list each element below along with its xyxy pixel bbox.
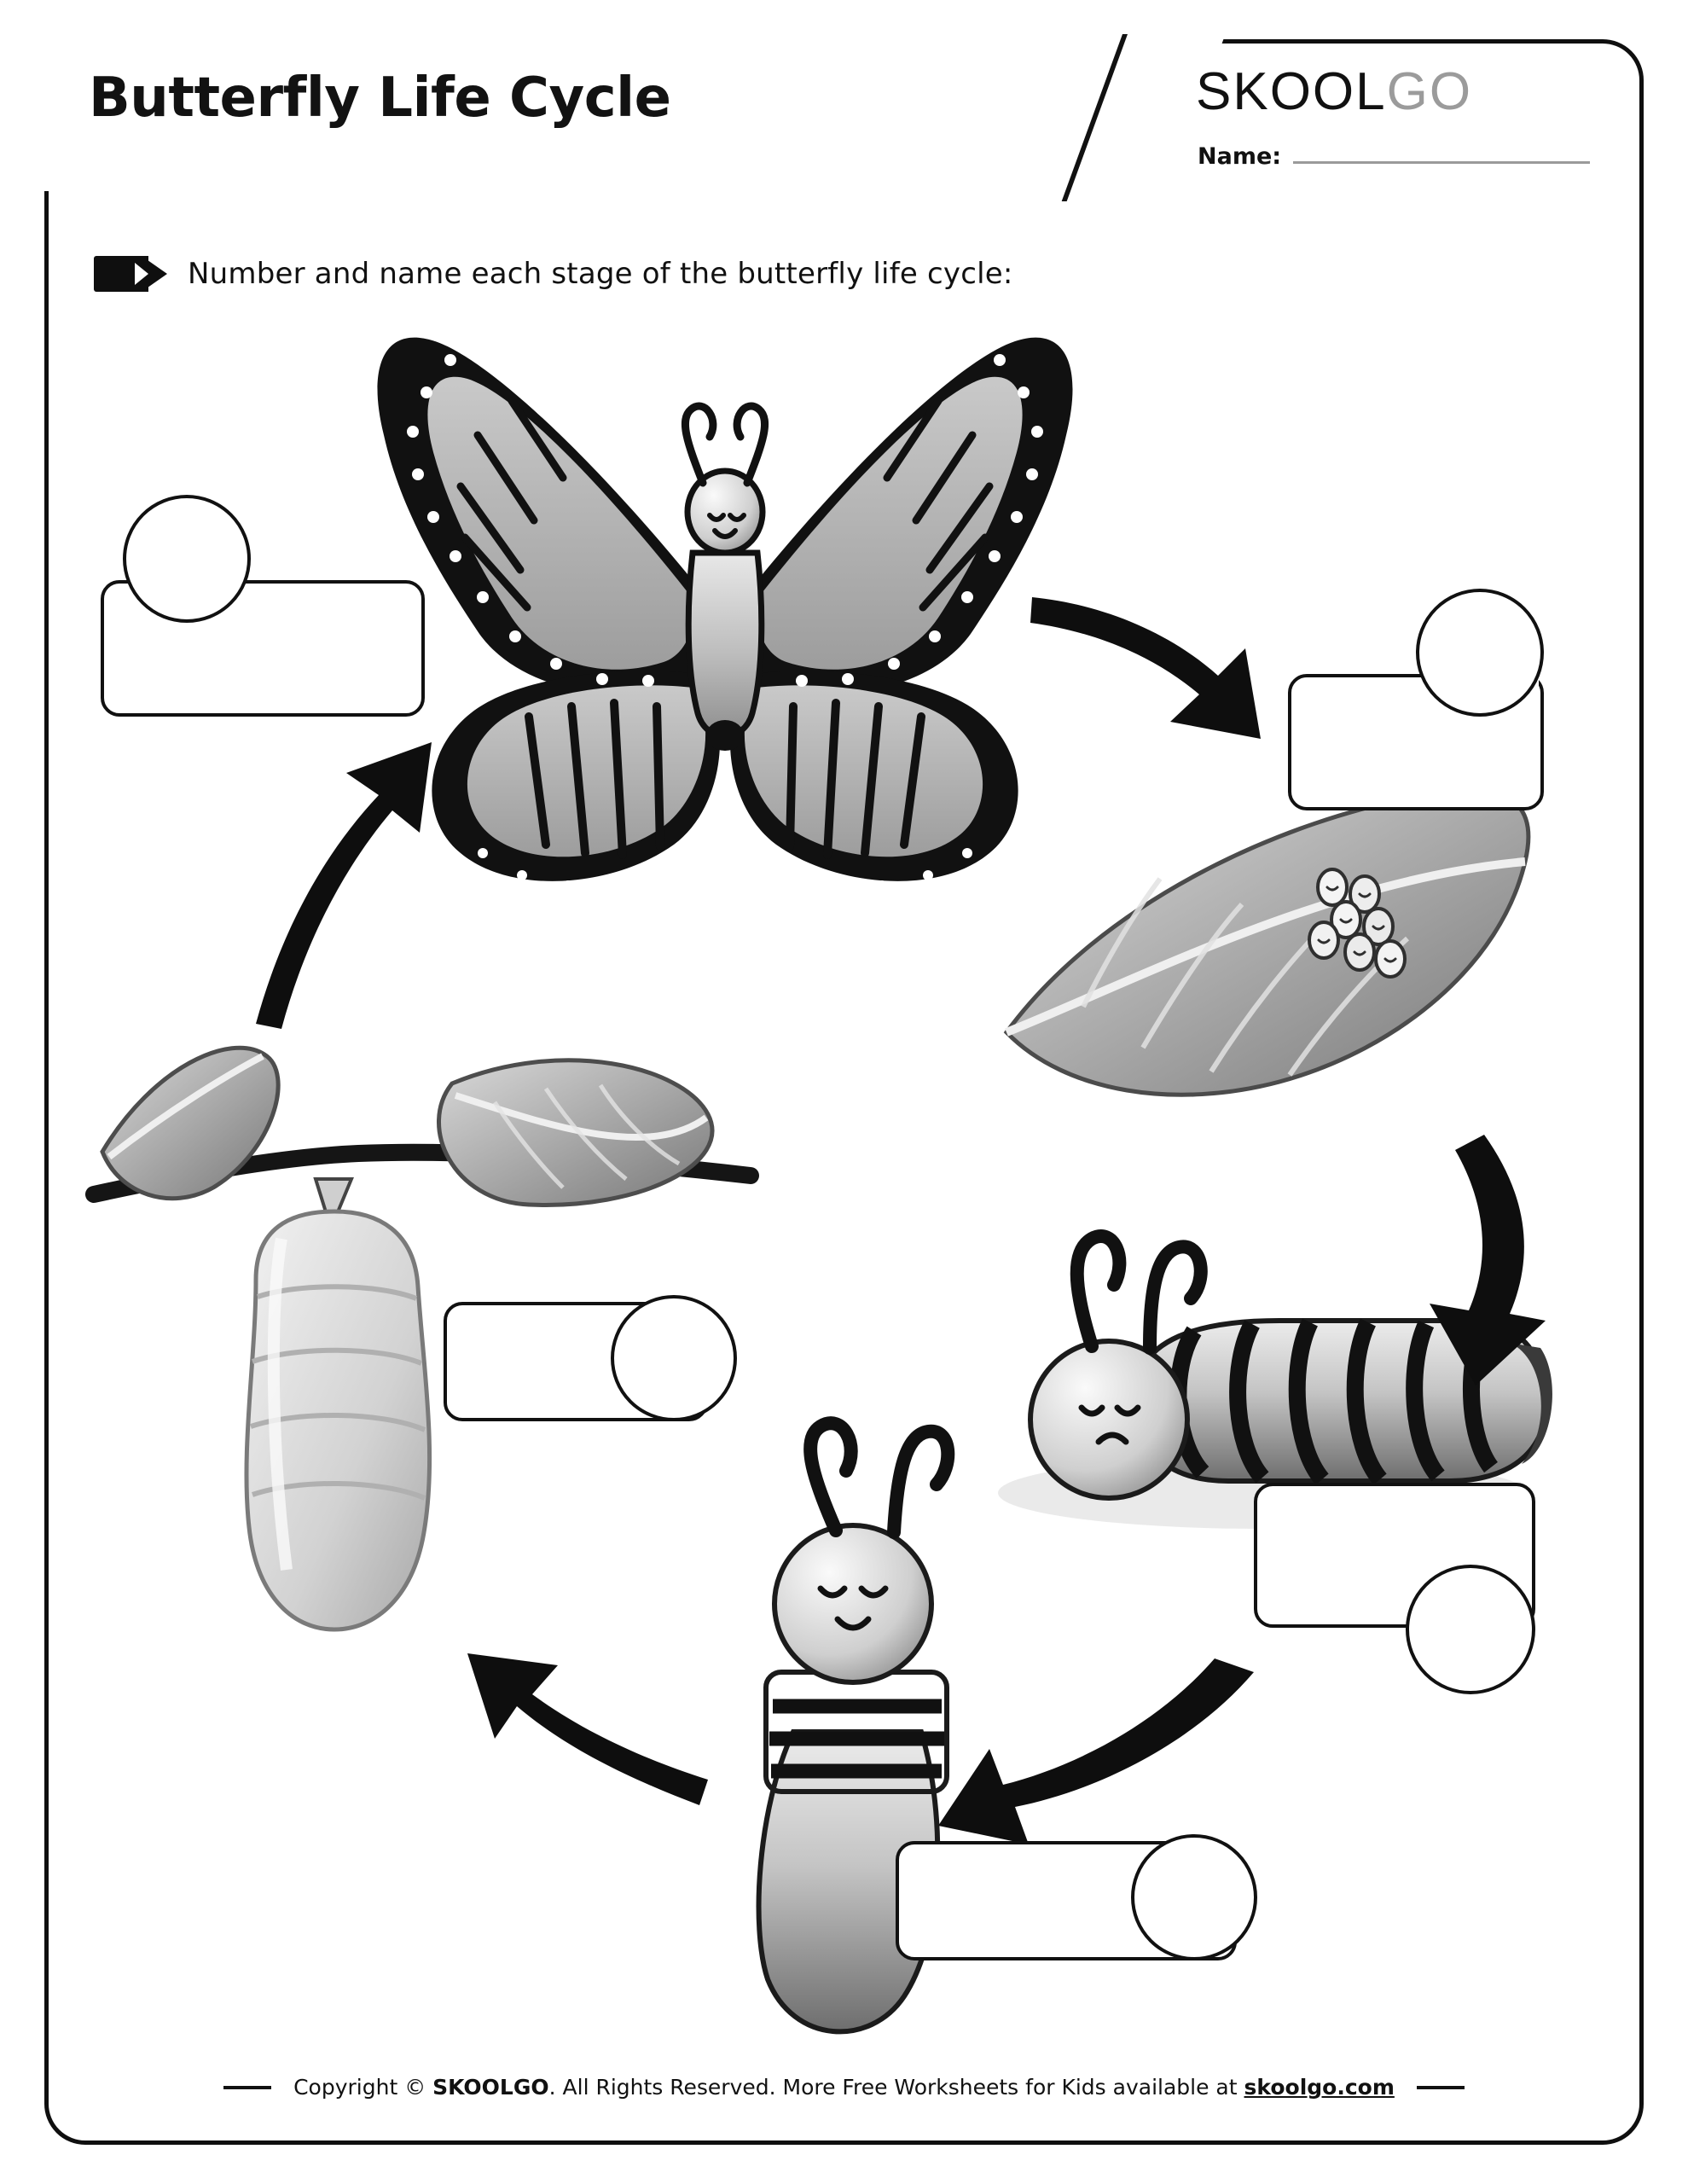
instruction-row	[94, 256, 1013, 292]
footer-text	[293, 2075, 1395, 2100]
brand-block	[1177, 53, 1604, 189]
skoolgo-logo	[1196, 61, 1472, 122]
slot-butterfly-number-circle[interactable]	[123, 495, 251, 623]
logo-secondary-text: GO	[1386, 62, 1473, 121]
slot-chrysalis-number-circle[interactable]	[611, 1295, 737, 1421]
footer-brand: SKOOLGO	[432, 2075, 549, 2100]
footer-dash-left	[223, 2086, 271, 2089]
slot-caterpillar[interactable]	[1254, 1483, 1569, 1756]
slot-larva[interactable]	[896, 1834, 1356, 2005]
name-input-line[interactable]	[1293, 161, 1590, 164]
worksheet-border	[44, 39, 1644, 2145]
slot-eggs[interactable]	[1288, 570, 1569, 826]
flag-bullet-icon	[94, 256, 167, 292]
logo-primary-text: SKOOL	[1196, 62, 1387, 121]
page-title: Butterfly Life Cycle	[89, 67, 671, 130]
slot-larva-number-circle[interactable]	[1131, 1834, 1257, 1960]
footer-dash-right	[1417, 2086, 1465, 2089]
footer	[0, 2075, 1688, 2100]
instruction-text: Number and name each stage of the butterfly life cycle:	[188, 257, 1013, 291]
name-label: Name:	[1198, 143, 1282, 170]
footer-link[interactable]: skoolgo.com	[1244, 2075, 1395, 2100]
footer-copyright: Copyright ©	[293, 2075, 433, 2100]
footer-rights: . All Rights Reserved. More Free Worksheets for Kids available at	[548, 2075, 1244, 2100]
slot-butterfly[interactable]	[101, 478, 459, 742]
slot-chrysalis[interactable]	[444, 1288, 836, 1450]
slot-caterpillar-number-circle[interactable]	[1406, 1565, 1535, 1694]
name-field[interactable]	[1198, 143, 1590, 170]
slot-eggs-number-circle[interactable]	[1416, 589, 1544, 717]
